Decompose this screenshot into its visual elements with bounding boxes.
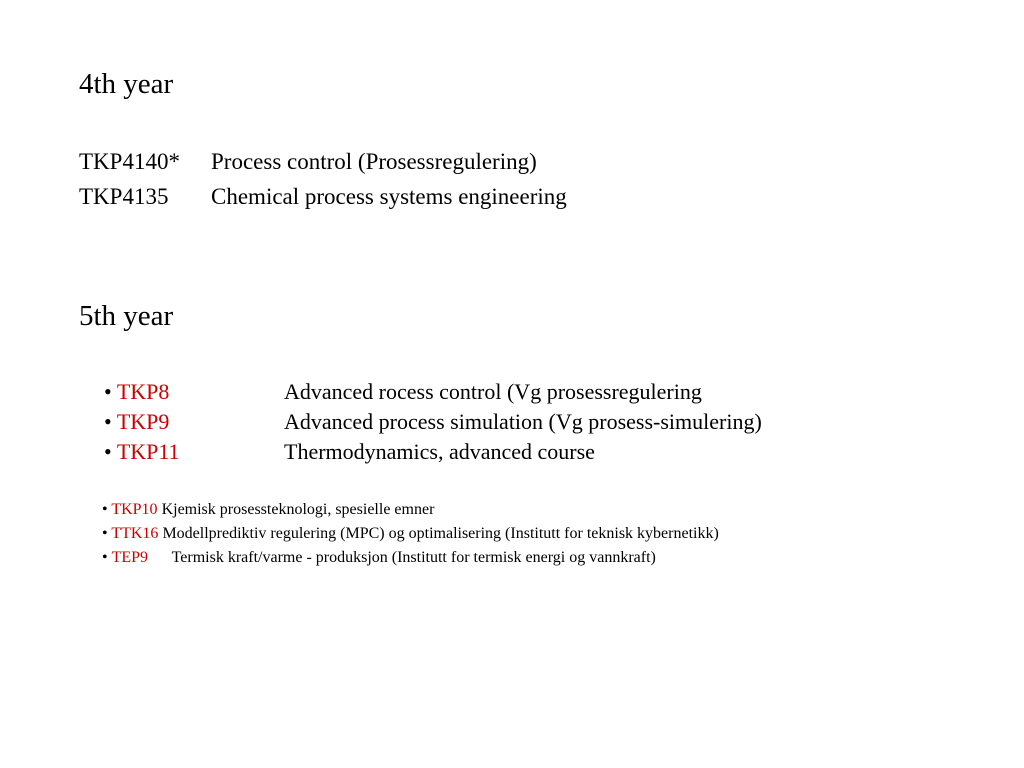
other-course-item xyxy=(102,502,434,518)
course-name: Thermodynamics, advanced course xyxy=(284,439,595,464)
course-code: TKP9 xyxy=(116,409,170,434)
bullet-icon: • xyxy=(102,525,108,542)
year4-course-row xyxy=(79,150,537,173)
course-code: TEP9 xyxy=(111,549,149,566)
main-course-item xyxy=(104,381,169,403)
course-code: TKP10 xyxy=(111,501,158,518)
other-course-item xyxy=(102,550,656,566)
course-code: TKP11 xyxy=(116,439,180,464)
course-name: Process control (Prosessregulering) xyxy=(211,149,537,174)
course-name: Kjemisk prosessteknologi, spesielle emner xyxy=(161,501,435,518)
bullet-icon: • xyxy=(104,439,112,464)
other-course-item xyxy=(102,526,719,542)
course-code: TKP8 xyxy=(116,379,170,404)
bullet-icon: • xyxy=(104,409,112,434)
course-code: TKP4135 xyxy=(79,184,169,209)
course-name: Advanced process simulation (Vg prosess-simulering) xyxy=(284,409,762,434)
year4-course-row xyxy=(79,185,567,208)
main-course-item xyxy=(104,411,169,433)
bullet-icon: • xyxy=(102,501,108,518)
course-name: Modellprediktiv regulering (MPC) og optimalisering (Institutt for teknisk kybernetikk) xyxy=(162,525,719,542)
year5-heading: 5th year xyxy=(79,300,174,332)
course-code: TTK16 xyxy=(111,525,159,542)
main-course-item xyxy=(104,441,180,463)
course-name: Chemical process systems engineering xyxy=(211,184,567,209)
bullet-icon: • xyxy=(104,379,112,404)
year4-heading: 4th year xyxy=(79,68,174,100)
course-code: TKP4140* xyxy=(79,149,180,174)
bullet-icon: • xyxy=(102,549,108,566)
course-name: Termisk kraft/varme - produksjon (Institutt for termisk energi og vannkraft) xyxy=(171,549,656,566)
course-name: Advanced rocess control (Vg prosessregulering xyxy=(284,379,702,404)
